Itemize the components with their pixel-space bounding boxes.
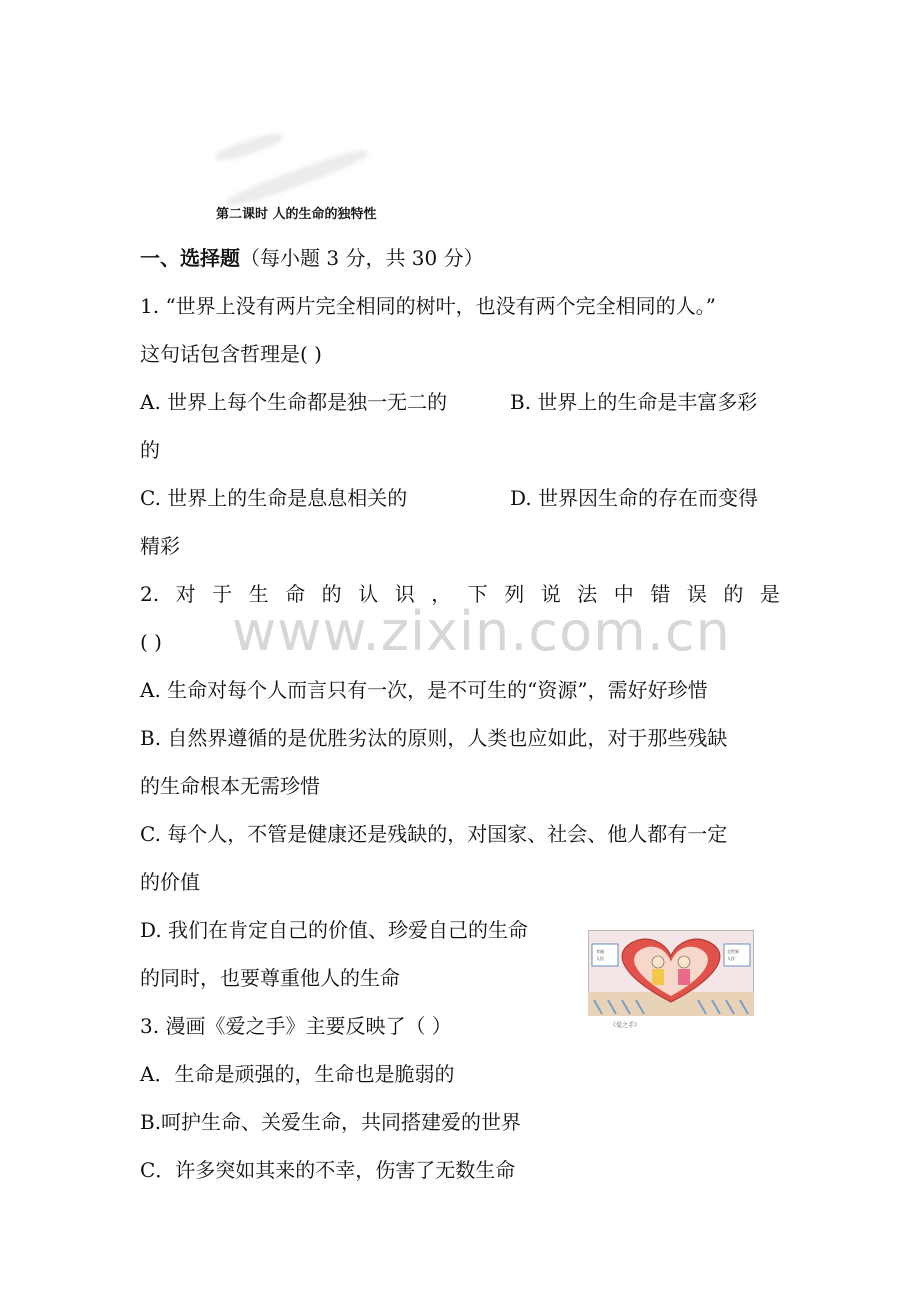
q1-option-b: B. 世界上的生命是丰富多彩 xyxy=(510,390,758,414)
q2-option-d-cont: 的同时，也要尊重他人的生命 xyxy=(140,966,400,990)
q2-option-c: C. 每个人，不管是健康还是残缺的，对国家、社会、他人都有一定 xyxy=(140,822,728,846)
q2-stem-char: 错 xyxy=(650,582,671,606)
q2-option-c-cont: 的价值 xyxy=(140,870,200,894)
q1-option-b-cont: 的 xyxy=(140,438,160,462)
q2-stem-char: 于 xyxy=(212,582,233,606)
q3-option-a: A．生命是顽强的，生命也是脆弱的 xyxy=(140,1062,455,1086)
q2-option-b-cont: 的生命根本无需珍惜 xyxy=(140,774,320,798)
q2-stem-char: 说 xyxy=(540,582,561,606)
watermark: www.zixin.com.cn xyxy=(232,600,731,663)
q2-stem-char: 认 xyxy=(358,582,379,606)
q2-stem-char: 是 xyxy=(759,582,780,606)
svg-text:人民: 人民 xyxy=(727,956,735,961)
q2-stem-char: 生 xyxy=(248,582,269,606)
q1-stem: 1. “世界上没有两片完全相同的树叶，也没有两个完全相同的人。” xyxy=(140,294,716,318)
q2-stem-char: 识 xyxy=(394,582,415,606)
svg-text:全世界: 全世界 xyxy=(727,949,739,954)
q2-stem-char: 对 xyxy=(175,582,196,606)
svg-text:人民: 人民 xyxy=(596,956,604,961)
q2-option-b: B. 自然界遵循的是优胜劣汰的原则，人类也应如此，对于那些残缺 xyxy=(140,726,728,750)
q1-option-d: D. 世界因生命的存在而变得 xyxy=(510,486,759,510)
q1-stem-cont: 这句话包含哲理是( ) xyxy=(140,342,322,366)
q2-stem-char: 下 xyxy=(467,582,488,606)
section-heading-line xyxy=(140,244,484,272)
q2-paren: ( ) xyxy=(140,630,162,654)
q3-stem: 3. 漫画《爱之手》主要反映了（ ） xyxy=(140,1014,452,1038)
cartoon-caption: 《爱之手》 xyxy=(610,1022,641,1029)
q3-option-c: C．许多突如其来的不幸，伤害了无数生命 xyxy=(140,1158,516,1182)
q2-option-a: A. 生命对每个人而言只有一次，是不可生的“资源”，需好好珍惜 xyxy=(140,678,708,702)
q2-stem-char: 法 xyxy=(577,582,598,606)
q3-option-b: B.呵护生命、关爱生命，共同搭建爱的世界 xyxy=(140,1110,522,1134)
q2-stem-char: 列 xyxy=(504,582,525,606)
q2-stem-char: ， xyxy=(431,582,452,606)
q2-option-d: D. 我们在肯定自己的价值、珍爱自己的生命 xyxy=(140,918,529,942)
q1-option-d-cont: 精彩 xyxy=(140,534,180,558)
section-note: （每小题 3 分，共 30 分） xyxy=(240,246,484,270)
love-hands-cartoon xyxy=(588,930,754,1016)
scan-smudge xyxy=(214,130,285,165)
q2-stem-char: 的 xyxy=(723,582,744,606)
svg-text:幸福: 幸福 xyxy=(596,949,604,954)
q1-option-a: A. 世界上每个生命都是独一无二的 xyxy=(140,390,448,414)
q2-stem-char: 中 xyxy=(613,582,634,606)
lesson-title: 第二课时 人的生命的独特性 xyxy=(216,207,377,222)
q2-stem-char: 的 xyxy=(321,582,342,606)
q1-option-c: C. 世界上的生命是息息相关的 xyxy=(140,486,408,510)
q2-stem-char: 2. xyxy=(140,582,160,606)
section-heading: 一、选择题 xyxy=(140,246,240,270)
q2-stem-char: 误 xyxy=(686,582,707,606)
q2-stem xyxy=(140,580,780,608)
q2-stem-char: 命 xyxy=(285,582,306,606)
